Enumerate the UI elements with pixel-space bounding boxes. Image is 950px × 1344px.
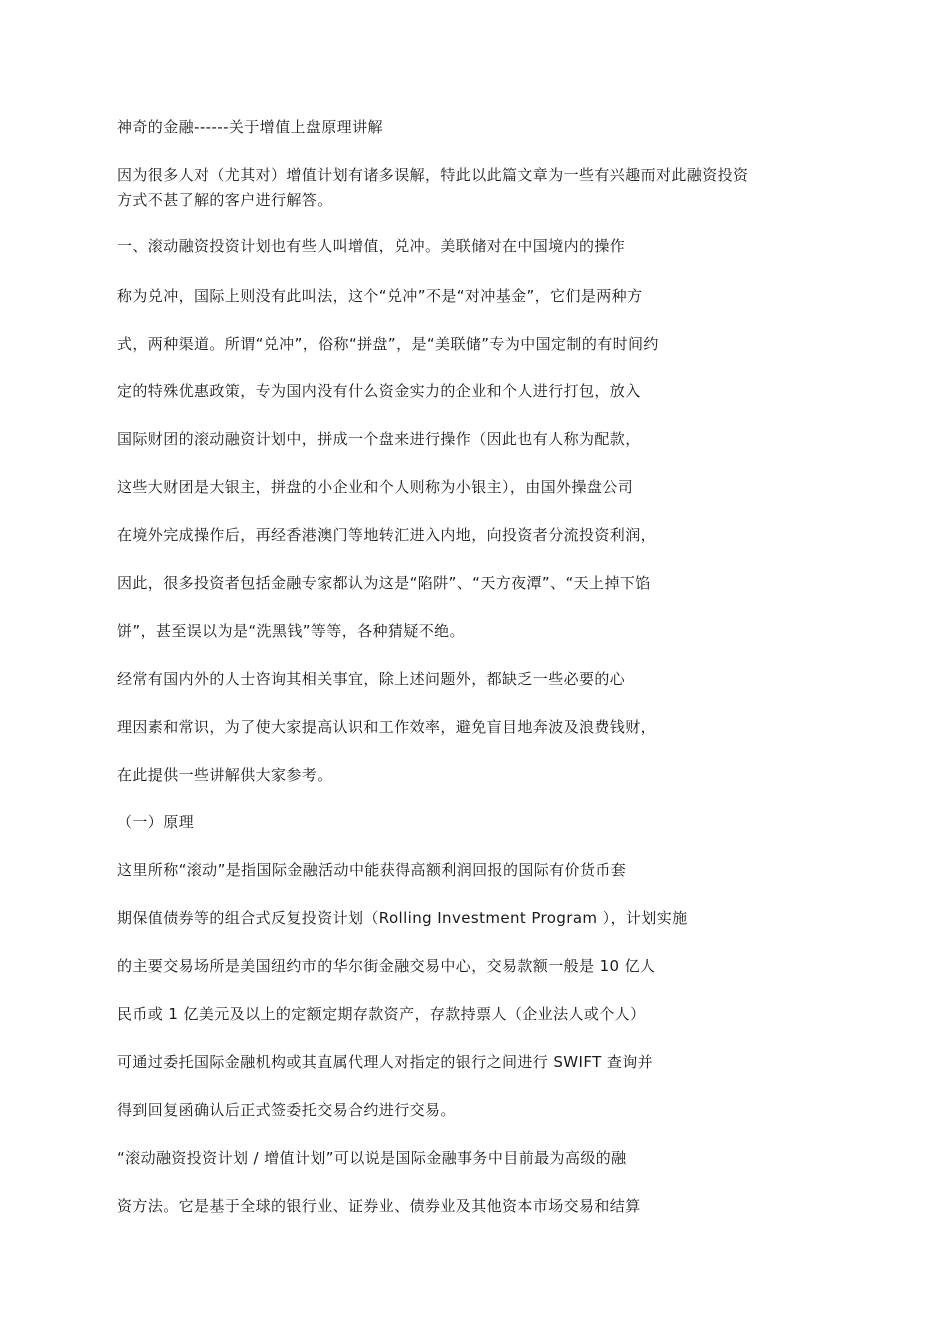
intro-line-2: 方式不甚了解的客户进行解答。 <box>117 191 333 209</box>
section1-line-3: 式，两种渠道。所谓“兑冲”，俗称“拼盘”，是“美联储”专为中国定制的有时间约 <box>117 335 659 353</box>
principle-line-3: 的主要交易场所是美国纽约市的华尔街金融交易中心，交易款额一般是 10 亿人 <box>117 957 656 975</box>
section1-line-9: 饼”，甚至误以为是“洗黑钱”等等，各种猜疑不绝。 <box>117 622 465 640</box>
section1-line-6: 这些大财团是大银主，拼盘的小企业和个人则称为小银主），由国外操盘公司 <box>117 478 634 496</box>
paragraph2-line-1: 经常有国内外的人士咨询其相关事宜，除上述问题外，都缺乏一些必要的心 <box>117 670 626 688</box>
subheading: （一）原理 <box>117 813 195 831</box>
closing-line-1: “滚动融资投资计划 / 增值计划”可以说是国际金融事务中目前最为高级的融 <box>117 1149 627 1167</box>
principle-line-1: 这里所称“滚动”是指国际金融活动中能获得高额利润回报的国际有价货币套 <box>117 861 627 879</box>
section1-line-2: 称为兑冲，国际上则没有此叫法，这个“兑冲”不是“对冲基金”，它们是两种方 <box>117 287 643 305</box>
section1-line-5: 国际财团的滚动融资计划中，拼成一个盘来进行操作（因此也有人称为配款， <box>117 430 641 448</box>
section1-line-7: 在境外完成操作后，再经香港澳门等地转汇进入内地，向投资者分流投资利润， <box>117 526 657 544</box>
principle-line-2: 期保值债券等的组合式反复投资计划（Rolling Investment Program ），计划实施 <box>117 909 688 927</box>
section1-line-8: 因此，很多投资者包括金融专家都认为这是“陷阱”、“天方夜潭”、“天上掉下馅 <box>117 574 651 592</box>
intro-line-1: 因为很多人对（尤其对）增值计划有诸多误解，特此以此篇文章为一些有兴趣而对此融资投资 <box>117 166 749 184</box>
closing-line-2: 资方法。它是基于全球的银行业、证券业、债券业及其他资本市场交易和结算 <box>117 1197 641 1215</box>
paragraph2-line-3: 在此提供一些讲解供大家参考。 <box>117 766 333 784</box>
principle-line-4: 民币或 1 亿美元及以上的定额定期存款资产，存款持票人（企业法人或个人） <box>117 1005 646 1023</box>
section1-line-1: 一、滚动融资投资计划也有些人叫增值，兑冲。美联储对在中国境内的操作 <box>117 237 626 255</box>
paragraph2-line-2: 理因素和常识，为了使大家提高认识和工作效率，避免盲目地奔波及浪费钱财， <box>117 718 657 736</box>
principle-line-6: 得到回复函确认后正式签委托交易合约进行交易。 <box>117 1101 456 1119</box>
principle-line-5: 可通过委托国际金融机构或其直属代理人对指定的银行之间进行 SWIFT 查询并 <box>117 1053 654 1071</box>
section1-line-4: 定的特殊优惠政策，专为国内没有什么资金实力的企业和个人进行打包，放入 <box>117 382 641 400</box>
document-title: 神奇的金融------关于增值上盘原理讲解 <box>117 118 383 136</box>
